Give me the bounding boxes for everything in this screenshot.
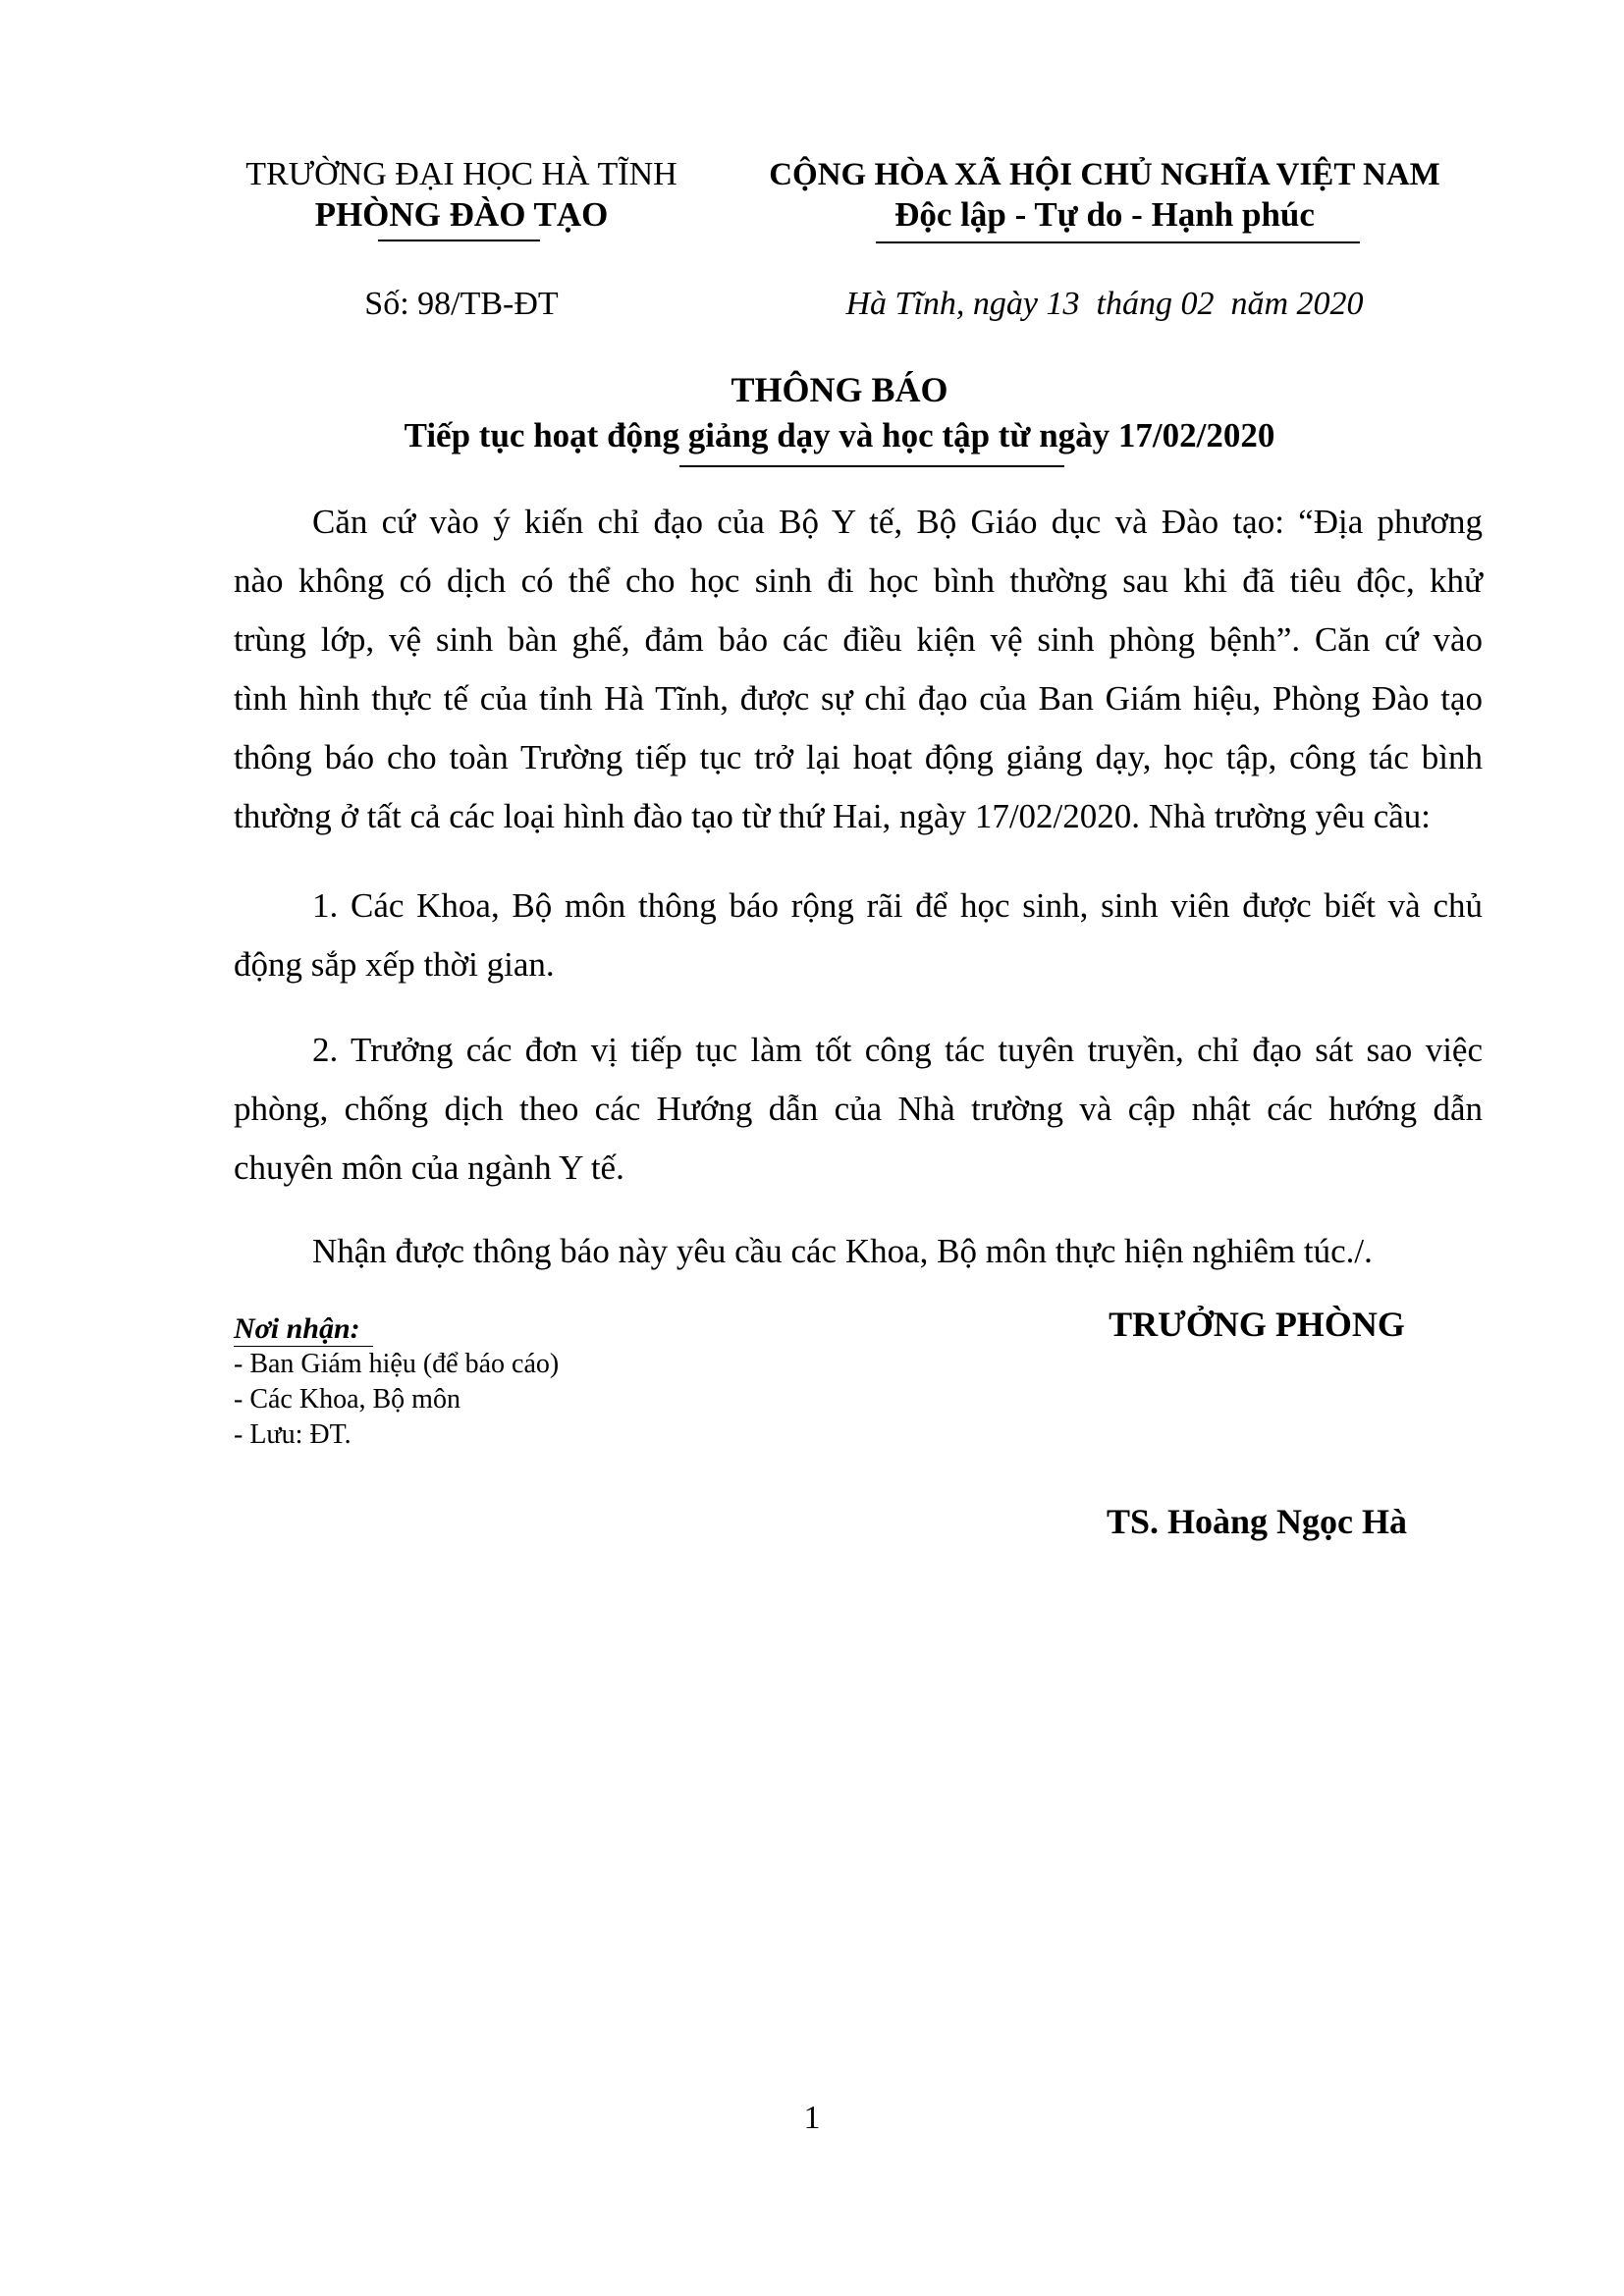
paragraph-requirement-1 xyxy=(234,877,1483,994)
paragraph-line: chuyên môn của ngành Y tế. xyxy=(234,1148,624,1187)
paragraph-line: Căn cứ vào ý kiến chỉ đạo của Bộ Y tế, Bộ Giáo dục và Đào tạo: “Địa phương xyxy=(312,503,1483,541)
paragraph-line: phòng, chống dịch theo các Hướng dẫn của Nhà trường và cập nhật các hướng dẫn xyxy=(234,1090,1483,1128)
org-unit-underline xyxy=(378,240,540,241)
recipient-item: - Ban Giám hiệu (để báo cáo) xyxy=(234,1349,560,1379)
subject-underline xyxy=(679,465,1064,467)
org-unit: PHÒNG ĐÀO TẠO xyxy=(314,195,609,234)
paragraph-requirement-2 xyxy=(234,1021,1483,1198)
place-date: Hà Tĩnh, ngày 13 tháng 02 năm 2020 xyxy=(845,286,1364,322)
signer-name: TS. Hoàng Ngọc Hà xyxy=(1106,1502,1408,1541)
doc-number: Số: 98/TB-ĐT xyxy=(364,286,559,322)
signer-title: TRƯỞNG PHÒNG xyxy=(1109,1305,1405,1344)
paragraph-line: thông báo cho toàn Trường tiếp tục trở lại hoạt động giảng dạy, học tập, công tác bình xyxy=(234,738,1483,776)
motto-underline xyxy=(876,241,1360,243)
recipient-item: - Lưu: ĐT. xyxy=(234,1419,352,1450)
recipients-list xyxy=(234,1347,559,1453)
paragraph-line: trùng lớp, vệ sinh bàn ghế, đảm bảo các điều kiện vệ sinh phòng bệnh”. Căn cứ vào xyxy=(234,620,1483,659)
document-subject: Tiếp tục hoạt động giảng dạy và học tập từ ngày 17/02/2020 xyxy=(404,416,1275,454)
paragraph-line: thường ở tất cả các loại hình đào tạo từ thứ Hai, ngày 17/02/2020. Nhà trường yêu cầu: xyxy=(234,797,1432,835)
paragraph-line: động sắp xếp thời gian. xyxy=(234,945,555,984)
country-name: CỘNG HÒA XÃ HỘI CHỦ NGHĨA VIỆT NAM xyxy=(769,157,1440,192)
paragraph-closing xyxy=(234,1222,1483,1281)
paragraph-line: Nhận được thông báo này yêu cầu các Khoa, Bộ môn thực hiện nghiêm túc./. xyxy=(312,1232,1373,1270)
paragraph-line: 1. Các Khoa, Bộ môn thông báo rộng rãi để học sinh, sinh viên được biết và chủ xyxy=(312,886,1483,925)
paragraph-line: tình hình thực tế của tỉnh Hà Tĩnh, được sự chỉ đạo của Ban Giám hiệu, Phòng Đào tạo xyxy=(234,679,1483,718)
paragraph-legal-basis xyxy=(234,493,1483,846)
national-motto: Độc lập - Tự do - Hạnh phúc xyxy=(894,195,1315,234)
recipients-heading: Nơi nhận: xyxy=(234,1312,360,1345)
paragraph-line: nào không có dịch có thể cho học sinh đi học bình thường sau khi đã tiêu độc, khử xyxy=(234,561,1483,600)
paragraph-line: 2. Trưởng các đơn vị tiếp tục làm tốt công tác tuyên truyền, chỉ đạo sát sao việc xyxy=(312,1031,1483,1069)
recipient-item: - Các Khoa, Bộ môn xyxy=(234,1384,460,1415)
document-type-title: THÔNG BÁO xyxy=(731,370,948,409)
page-number: 1 xyxy=(803,2100,821,2136)
org-parent: TRƯỜNG ĐẠI HỌC HÀ TĨNH xyxy=(245,156,677,192)
